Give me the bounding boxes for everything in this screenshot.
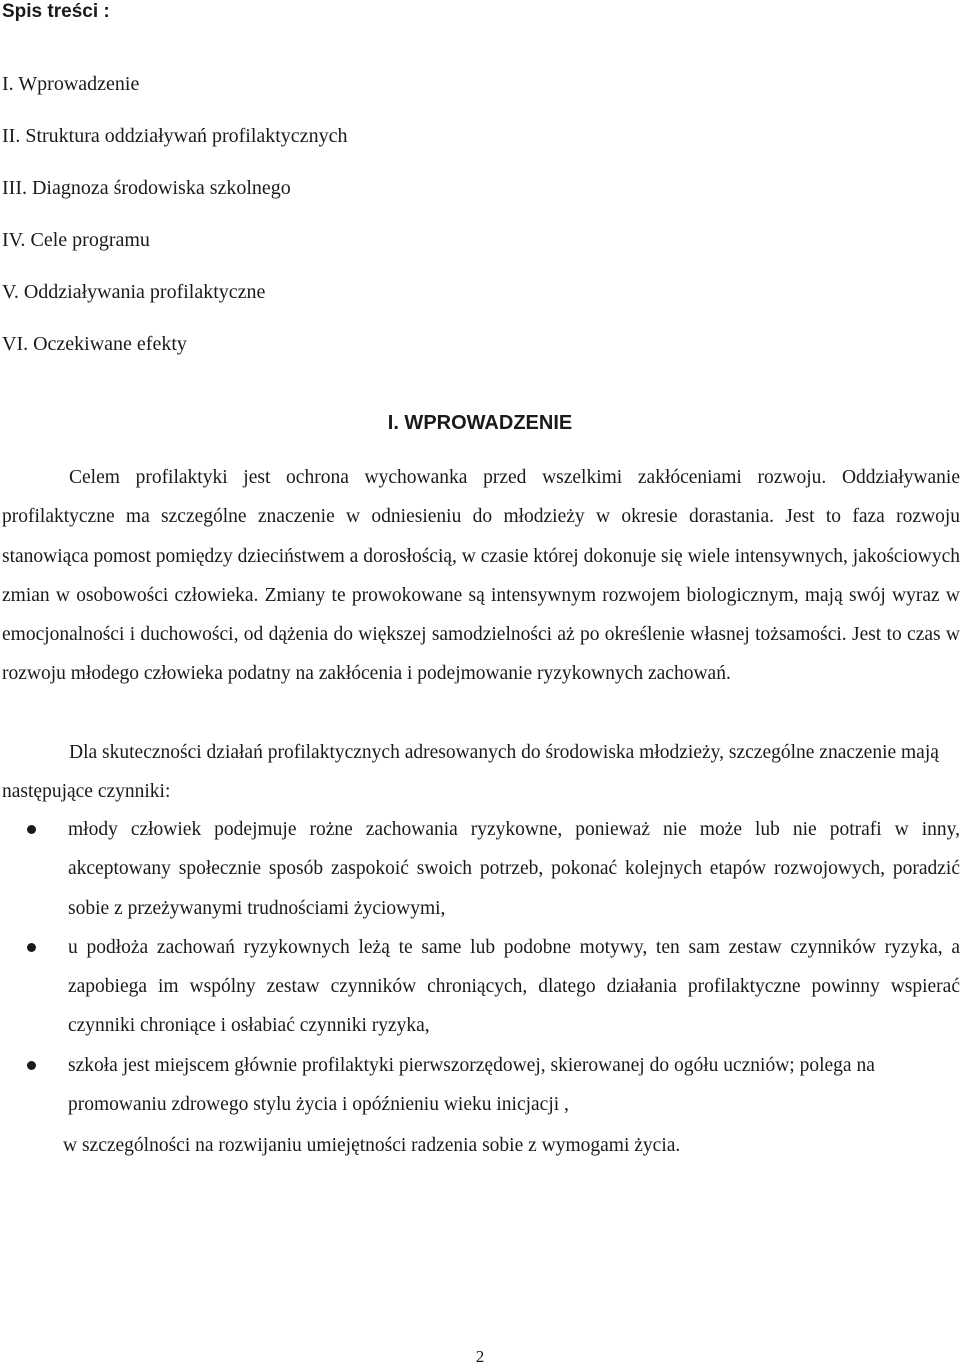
bullet-icon <box>27 1061 36 1070</box>
toc-item: IV. Cele programu <box>2 229 150 251</box>
toc-item: II. Struktura oddziaływań profilaktycznych <box>2 125 348 147</box>
list-item <box>0 928 960 1046</box>
list-item-text: u podłoża zachowań ryzykownych leżą te same lub podobne motywy, ten sam zestaw czynników ryzyka, a zapobiega im wspólny zestaw czynników chroniących, dlatego działania profilaktyczne powinny wspierać czynniki chroniące i osłabiać czynniki ryzyka, <box>68 936 960 1037</box>
factors-intro-paragraph: Dla skuteczności działań profilaktycznych adresowanych do środowiska młodzieży, szczególne znaczenie mają następujące czynniki: <box>2 742 939 803</box>
toc-item: VI. Oczekiwane efekty <box>2 333 187 355</box>
intro-paragraph: Celem profilaktyki jest ochrona wychowanka przed wszelkimi zakłóceniami rozwoju. Oddziaływanie profilaktyczne ma szczególne znaczenie w odniesieniu do młodzieży w okresie dorastania. Jest to faza rozwoju stanowiąca pomost pomiędzy dzieciństwem a dorosłością, w czasie której dokonuje się wiele intensywnych, jakościowych zmian w osobowości człowieka. Zmiany te prowokowane są intensywnym rozwojem biologicznym, mają swój wyraz w emocjonalności i duchowości, od dążenia do większej samodzielności aż po określenie własnej tożsamości. Jest to czas w rozwoju młodego człowieka podatny na zakłócenia i podejmowanie ryzykownych zachowań. <box>2 467 960 685</box>
toc-heading: Spis treści : <box>2 1 110 22</box>
list-item <box>0 810 960 928</box>
section-heading: I. WPROWADZENIE <box>387 412 573 434</box>
table-of-contents <box>2 71 347 383</box>
list-item <box>0 1046 898 1125</box>
bullet-icon <box>27 943 36 952</box>
list-item-text: szkoła jest miejscem głównie profilaktyki pierwszorzędowej, skierowanej do ogółu uczniów; polega na promowaniu zdrowego stylu życia i opóźnieniu wieku inicjacji , <box>68 1054 875 1116</box>
list-item-text: młody człowiek podejmuje rożne zachowania ryzykowne, ponieważ nie może lub nie potrafi w inny, akceptowany społecznie sposób zaspokoić swoich potrzeb, pokonać kolejnych etapów rozwojowych, poradzić sobie z przeżywanymi trudnościami życiowymi, <box>68 819 960 919</box>
toc-item: III. Diagnoza środowiska szkolnego <box>2 177 291 199</box>
factors-list <box>0 810 960 1124</box>
toc-item: V. Oddziaływania profilaktyczne <box>2 281 266 303</box>
bullet-icon <box>27 825 36 834</box>
list-continuation-line: w szczególności na rozwijaniu umiejętności radzenia sobie z wymogami życia. <box>63 1135 681 1156</box>
toc-item: I. Wprowadzenie <box>2 73 140 95</box>
page-number: 2 <box>475 1347 485 1366</box>
